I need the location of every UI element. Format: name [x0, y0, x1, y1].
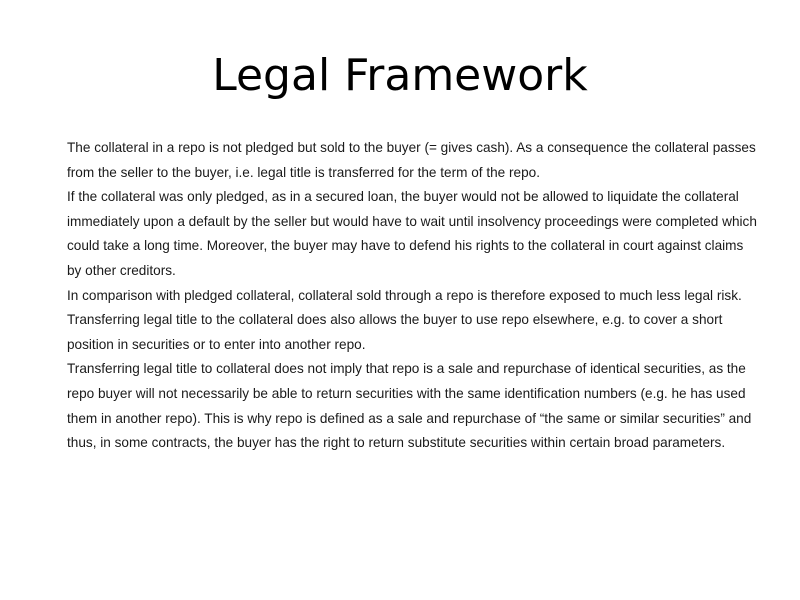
paragraph-repo-sale: The collateral in a repo is not pledged but sold to the buyer (= gives cash). As a consequence the collateral passes from the seller to the buyer, i.e. legal title is transferred for the term of the repo.: [67, 140, 756, 180]
paragraph-reuse: Transferring legal title to the collateral does also allows the buyer to use repo elsewhere, e.g. to cover a short position in securities or to enter into another repo.: [67, 312, 723, 352]
paragraph-similar-securities: Transferring legal title to collateral does not imply that repo is a sale and repurchase of identical securities, as the repo buyer will not necessarily be able to return securities with the same identification numbers (e.g. he has used them in another repo). This is why repo is defined as a sale and repurchase of “the same or similar securities” and thus, in some contracts, the buyer has the right to return substitute securities within certain broad parameters.: [67, 361, 752, 451]
paragraph-pledged-collateral: If the collateral was only pledged, as in a secured loan, the buyer would not be allowed to liquidate the collateral immediately upon a default by the seller but would have to wait until insolvency proceedings were completed which could take a long time. Moreover, the buyer may have to defend his rights to the collateral in court against claims by other creditors.: [67, 189, 757, 278]
paragraph-legal-risk: In comparison with pledged collateral, collateral sold through a repo is therefore exposed to much less legal risk.: [67, 287, 742, 303]
slide-body-text: [67, 136, 757, 456]
slide-title: Legal Framework: [212, 50, 588, 101]
